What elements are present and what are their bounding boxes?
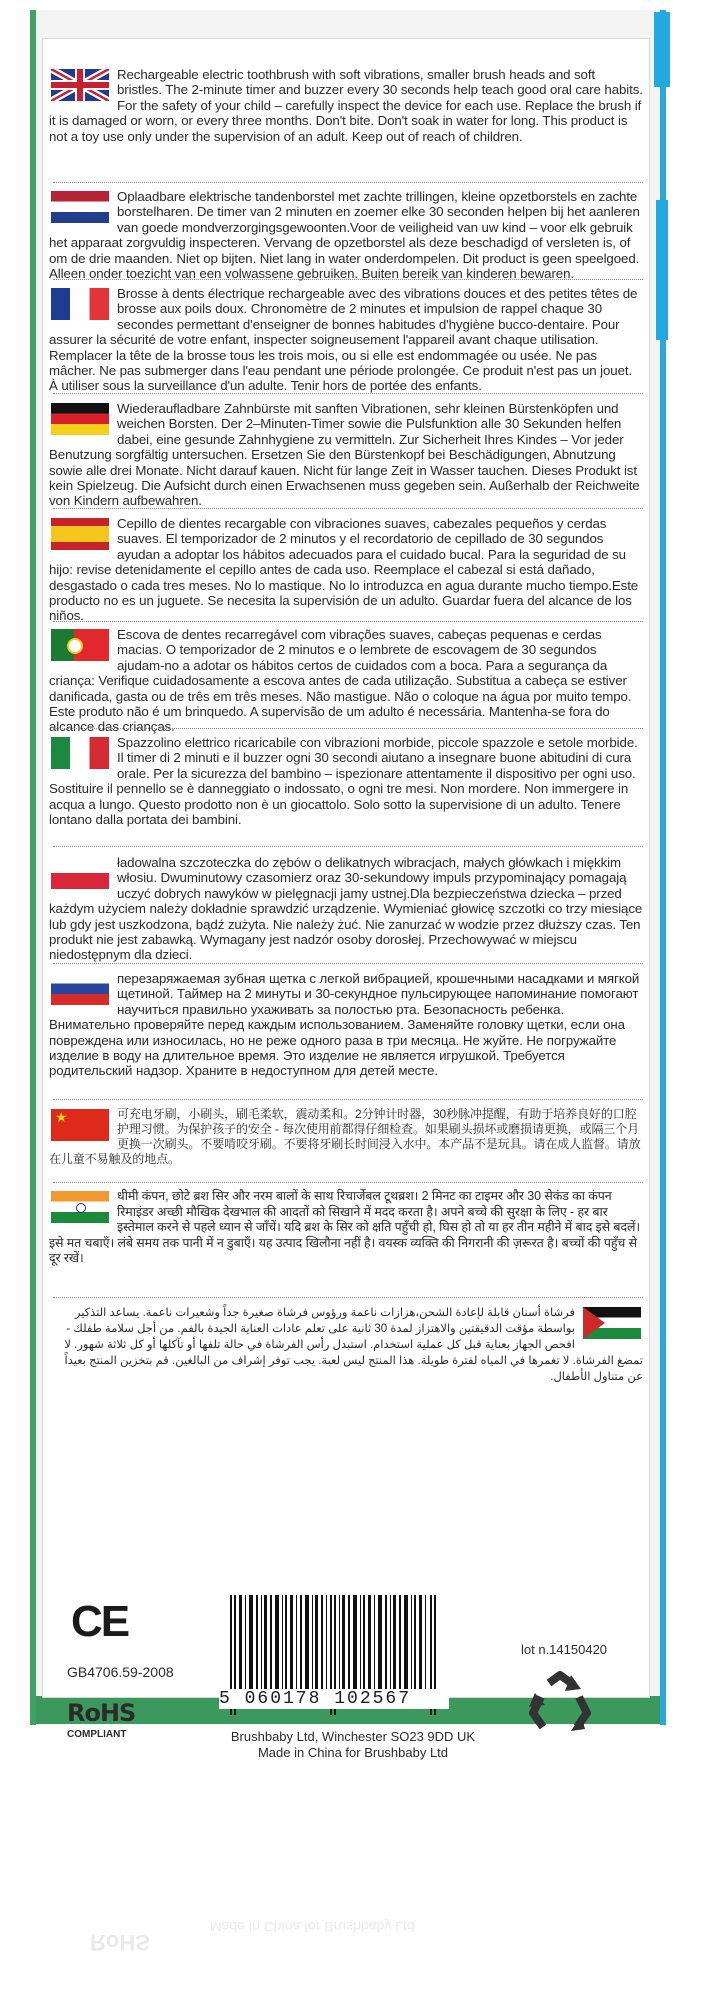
standard-number: GB4706.59-2008 [67,1664,174,1680]
divider [53,279,643,280]
section-portuguese [49,627,643,735]
divider [53,728,643,729]
section-french [49,286,643,394]
section-text: ładowalna szczoteczka do zębów o delikatnych wibracjach, małych główkach i miękkim włosiu. Dwuminutowy czasomierz oraz 30-sekundowy impuls przypominający pomagają uczyć dobrych nawyków w pielęgnacji jamy ustnej.Dla bezpieczeństwa dziecka – przed każdym użyciem należy dokładnie sprawdzić urządzenie. Wymieniać głowicę szczotki co trzy miesiące lub gdy jest uszkodzona, bądź zużyta. Nie należy żuć. Nie zanurzać w wodzie przez dłuższy czas. Ten produkt nie jest zabawką. Wymagany jest nadzór osoby dorosłej. Przechowywać w miejscu niedostępnym dla dzieci. [49,855,643,963]
ce-mark: CE [71,1597,129,1646]
divider [53,393,643,394]
box-side-blue-strip [654,12,670,87]
netherlands-flag-icon [51,191,109,223]
divider [53,621,643,622]
section-text: Oplaadbare elektrische tandenborstel met zachte trillingen, kleine opzetborstels en zachte borstelharen. De timer van 2 minuten en zoemer elke 30 seconden helpen bij het aanleren van goede mondverzorgingsgewoonten.Voor de veiligheid van uw kind – voor elk gebruik het apparaat zorgvuldig inspecteren. Vervang de opzetborstel als deze beschadigd of versleten is, of om de drie maanden. Niet op bijten. Niet lang in water onderdompelen. Dit product is geen speelgoed. Alleen onder toezicht van een volwassene gebruiken. Buiten bereik van kinderen bewaren. [49,189,640,282]
box-side-blue-strip-2 [656,200,668,340]
divider [53,508,643,509]
portugal-flag-icon [51,629,109,661]
poland-flag-icon [51,857,109,889]
arabic-flag-icon [583,1307,641,1339]
section-text: перезаряжаемая зубная щетка с легкой вибрацией, крошечными насадками и мягкой щетиной. Таймер на 2 минуты и 30-секундное пульсирующее напоминание помогают научиться правильно ухаживать за полостью рта. Безопасность ребенка. Внимательно проверяйте перед каждым использованием. Заменяйте головку щетки, если она повреждена или износилась, но не реже одного раза в три месяца. Не жуйте. Не погружайте изделие в воду на длительное время. Это изделие не является игрушкой. Требуется родительский надзор. Храните в недоступном для детей месте. [49,971,640,1079]
section-hindi [49,1189,643,1267]
section-russian [49,971,643,1079]
divider [53,846,643,847]
uk-flag-icon [51,69,109,101]
rohs-logo: RoHS [67,1699,136,1727]
reflection-address: Made in China for Brushbaby Ltd [210,1919,415,1935]
section-chinese [49,1107,643,1167]
divider [53,1099,643,1100]
india-flag-icon [51,1191,109,1223]
reflection-rohs: RoHS [90,1930,150,1955]
address-line-2: Made in China for Brushbaby Ltd [257,1745,449,1760]
rohs-compliant-label: COMPLIANT [67,1729,127,1740]
section-text: 可充电牙刷，小刷头，刷毛柔软，震动柔和。2分钟计时器，30秒脉冲提醒，有助于培养良好的口腔护理习惯。为保护孩子的安全 - 每次使用前都得仔细检查。如果刷头损坏或磨损请更换，或隔三个月更换一次刷头。不要啃咬牙刷。不要将牙刷长时间浸入水中。本产品不是玩具。请在成人监督。请放在儿童不易触及的地点。 [49,1107,641,1166]
divider [53,1182,643,1183]
lot-number: lot n.14150420 [521,1642,608,1657]
box-reflection [50,1735,650,1975]
italy-flag-icon [51,737,109,769]
section-spanish [49,516,643,624]
divider [53,182,643,183]
france-flag-icon [51,288,109,320]
section-italian [49,735,643,827]
section-text: Escova de dentes recarregável com vibrações suaves, cabeças pequenas e cerdas macias. O temporizador de 2 minutos e o lembrete de escovagem de 30 segundos ajudam-no a adotar os hábitos certos de cuidados com a boca. Para a segurança da criança: Verifique cuidadosamente a escova antes de cada utilização. Substitua a cabeça se estiver danificada, gasta ou de três em três meses. Não mastigue. Não o coloque na água por muito tempo. Este produto não é um brinquedo. A supervisão de um adulto é necessária. Mantenha-se fora do alcance das crianças. [49,627,632,735]
section-dutch [49,189,643,281]
instructions-label [42,38,650,1760]
section-text: Cepillo de dientes recargable con vibraciones suaves, cabezales pequeños y cerdas suaves. El temporizador de 2 minutos y el recordatorio de cepillado de 30 segundos ayudan a adoptar los hábitos adecuados para el cuidado bucal. Para la seguridad de su hijo: revise detenidamente el cepillo antes de cada uso. Reemplace el cabezal si está dañado, desgastado o cada tres meses. No lo mastique. No lo introduzca en agua durante mucho tiempo.Este producto no es un juguete. Se necesita la supervisión de un adulto. Guardar fuera del alcance de los niños. [49,516,639,624]
section-english [49,67,643,144]
section-text: Wiederaufladbare Zahnbürste mit sanften Vibrationen, sehr kleinen Bürstenköpfen und weichen Borsten. Der 2–Minuten-Timer sowie die Pulsfunktion alle 30 Sekunden helfen dabei, eine gesunde Zahnhygiene zu vermitteln. Zur Sicherheit Ihres Kindes – Vor jeder Benutzung sorgfältig untersuchen. Ersetzen Sie den Bürstenkopf bei Beschädigungen, Abnutzung sowie alle drei Monate. Nicht darauf kauen. Nicht für lange Zeit in Wasser tauchen. Dieses Produkt ist kein Spielzeug. Die Aufsicht durch einen Erwachsenen muss gegeben sein. Außerhalb der Reichweite von Kindern aufbewahren. [49,401,640,509]
spain-flag-icon [51,518,109,550]
russia-flag-icon [51,973,109,1005]
section-text: Spazzolino elettrico ricaricabile con vibrazioni morbide, piccole spazzole e setole morbide. Il timer di 2 minuti e il buzzer ogni 30 secondi aiutano a insegnare buone abitudini di cura orale. Per la sicurezza del bambino – ispezionare attentamente il dispositivo per ogni uso. Sostituire il pennello se è danneggiato o indossato, o ogni tre mesi. Non mordere. Non immergere in acqua a lungo. Questo prodotto non è un giocattolo. Solo sotto la supervisione di un adulto. Tenere lontano dalla portata dei bambini. [49,735,638,828]
section-text: धीमी कंपन, छोटे ब्रश सिर और नरम बालों के साथ रिचार्जेबल टूथब्रश। 2 मिनट का टाइमर और 30 सेकंड का कंपन रिमाइंडर अच्छी मौखिक देखभाल की आदतों को सिखाने में मदद करता है। अपने बच्चे की सुरक्षा के लिए - हर बार इस्तेमाल करने से पहले ध्यान से जाँचें। यदि ब्रश के सिर को क्षति पहुँची हो, घिस हो तो या हर तीन महीने में बाद इसे बदलें। इसे मत चबाएँ। लंबे समय तक पानी में न डुबाएँ। यह उत्पाद खिलौना नहीं है। वयस्क व्यक्ति की निगरानी की ज़रूरत है। बच्चों की पहुँच से दूर रखें। [49,1189,640,1265]
divider [53,963,643,964]
divider [53,1297,643,1298]
section-polish [49,855,643,963]
china-flag-icon [51,1109,109,1141]
germany-flag-icon [51,403,109,435]
section-text: Brosse à dents électrique rechargeable avec des vibrations douces et des petites têtes de brosse aux poils doux. Chronomètre de 2 minutes et impulsion de rappel chaque 30 secondes permettant d'enseigner de bonnes habitudes d'hygiène bucco-dentaire. Pour assurer la sécurité de votre enfant, inspecter soigneusement l'appareil avant chaque utilisation. Remplacer la tête de la brosse tous les trois mois, ou si elle est endommagée ou usée. Ne pas mâcher. Ne pas submerger dans l'eau pendant une période prolongée. Ce produit n'est pas un jouet. À utiliser sous la surveillance d'un adulte. Tenir hors de portée des enfants. [49,286,638,394]
section-german [49,401,643,509]
section-text: فرشاة أسنان قابلة لإعادة الشحن،هزازات ناعمة ورؤوس فرشاة صغيرة جداً وشعيرات ناعمة. يساعد التذكير بواسطة مؤقت الدقيقتين والاهتزاز لمدة 30 ثانية على تعلم عادات العناية الجيدة بالفم. من أجل سلامة طفلك - افحص الجهاز بعناية قبل كل عملية استخدام. استبدل رأس الفرشاة في حالة تلفها أو تآكلها أو كل ثلاثة شهور. لا تمضغ الفرشاة. لا تغمرها في المياه لفترة طويلة. هذا المنتج ليس لعبة. يجب توفر إشراف من البالغين. قم بتخزين المنتج بعيداً عن متناول الأطفال. [64,1307,643,1383]
barcode-number: 5 060178 102567 [219,1689,449,1709]
section-arabic [49,1305,643,1385]
address-line-1: Brushbaby Ltd, Winchester SO23 9DD UK [230,1729,476,1744]
section-text: Rechargeable electric toothbrush with soft vibrations, smaller brush heads and soft bristles. The 2-minute timer and buzzer every 30 seconds help teach good oral care habits. For the safety of your child – carefully inspect the device for each use. Replace the brush if it is damaged or worn, or every three months. Don't bite. Don't soak in water for long. This product is not a toy use only under the supervision of an adult. Keep out of reach of children. [49,67,643,144]
